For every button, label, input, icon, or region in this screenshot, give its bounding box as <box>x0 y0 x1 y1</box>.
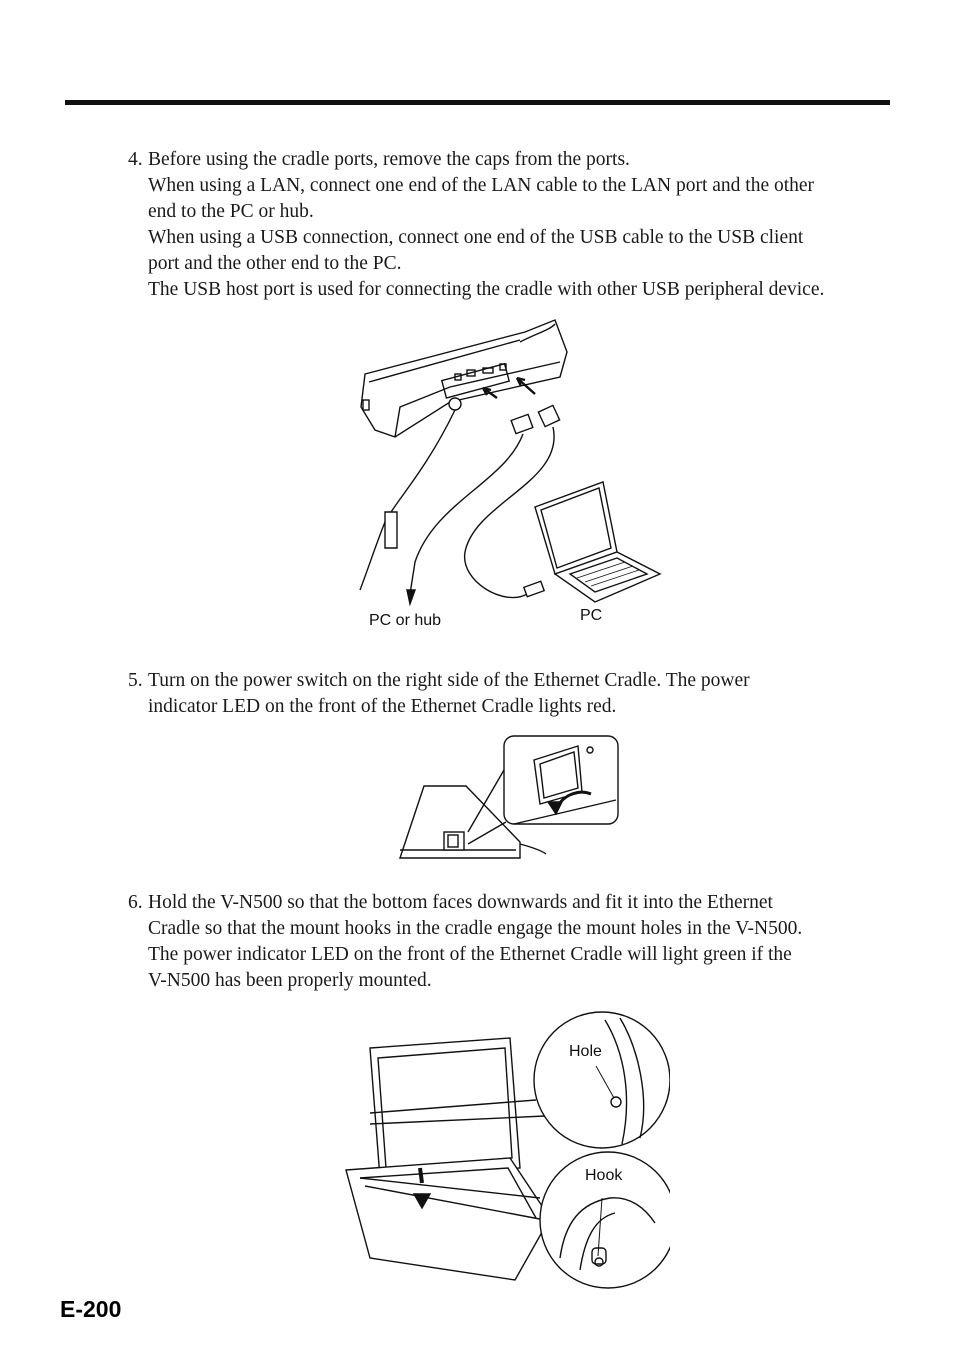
step-line: Hold the V-N500 so that the bottom faces downwards and fit it into the Ethernet <box>148 892 773 913</box>
page-number: E-200 <box>60 1296 122 1322</box>
step-line: Turn on the power switch on the right side of the Ethernet Cradle. The power <box>148 670 750 691</box>
pc-label: PC <box>580 607 603 624</box>
step-line: Cradle so that the mount hooks in the cradle engage the mount holes in the V-N500. <box>148 918 803 939</box>
mount-illustration <box>340 1008 670 1290</box>
step-5 <box>128 668 898 720</box>
pc-or-hub-label: PC or hub <box>369 612 442 629</box>
step-line: end to the PC or hub. <box>148 201 314 222</box>
cradle-ports-illustration <box>355 312 675 629</box>
step-4 <box>128 147 898 303</box>
header-rule <box>65 100 890 105</box>
step-line: V-N500 has been properly mounted. <box>148 970 432 991</box>
step-number: 6. <box>128 892 143 913</box>
power-switch-illustration <box>396 732 624 866</box>
step-line: port and the other end to the PC. <box>148 253 402 274</box>
step-line: When using a LAN, connect one end of the LAN cable to the LAN port and the other <box>148 175 815 196</box>
hook-label: Hook <box>585 1167 623 1184</box>
step-line: When using a USB connection, connect one end of the USB cable to the USB client <box>148 227 804 248</box>
step-line: indicator LED on the front of the Ethernet Cradle lights red. <box>148 696 617 717</box>
step-6 <box>128 890 898 994</box>
step-line: The power indicator LED on the front of the Ethernet Cradle will light green if the <box>148 944 792 965</box>
step-number: 4. <box>128 149 143 170</box>
hole-label: Hole <box>569 1043 602 1060</box>
step-line: The USB host port is used for connecting the cradle with other USB peripheral device. <box>148 279 825 300</box>
step-line: Before using the cradle ports, remove the caps from the ports. <box>148 149 630 170</box>
step-number: 5. <box>128 670 143 691</box>
